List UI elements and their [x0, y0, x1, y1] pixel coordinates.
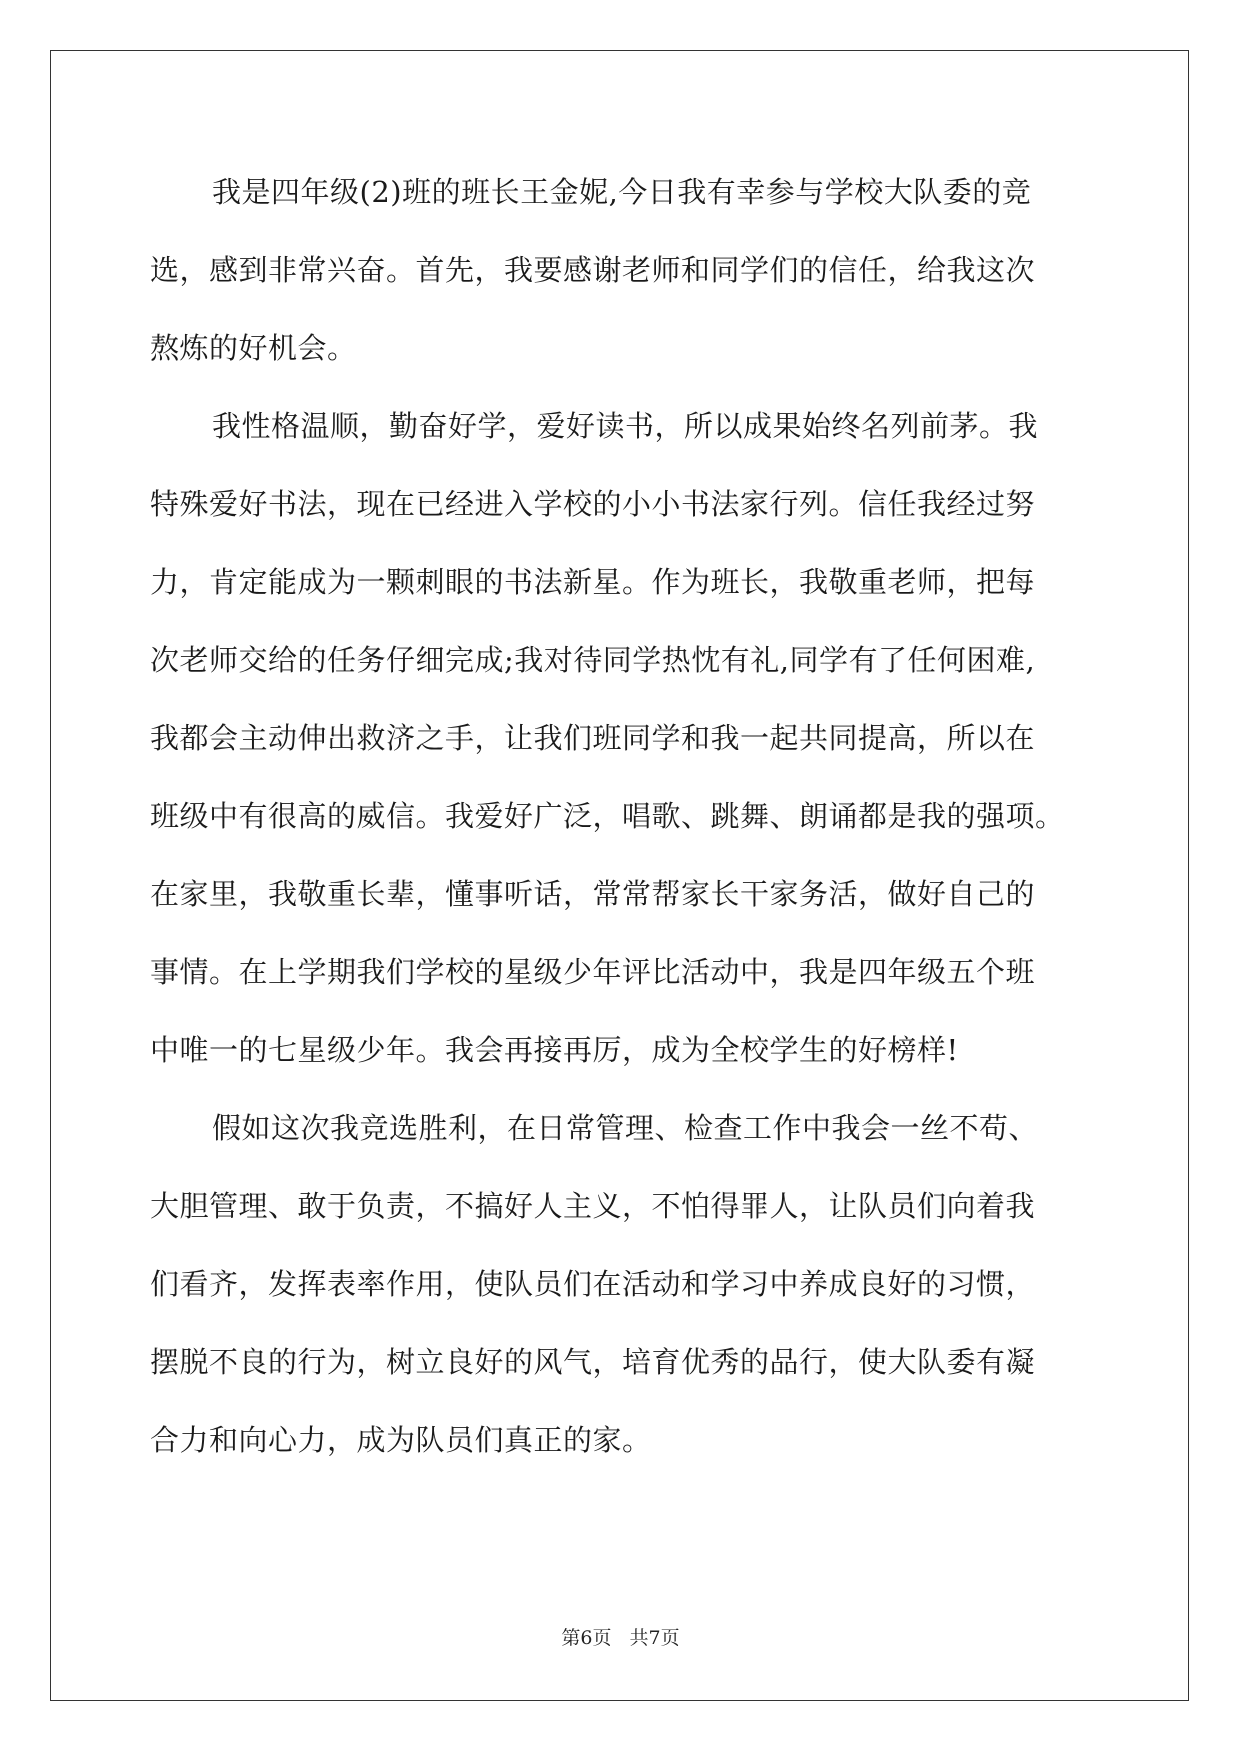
text-line: 假如这次我竞选胜利，在日常管理、检查工作中我会一丝不苟、: [212, 1111, 1039, 1145]
text-line: 们看齐，发挥表率作用，使队员们在活动和学习中养成良好的习惯，: [150, 1267, 1036, 1301]
text-line: 在家里，我敬重长辈，懂事听话，常常帮家长干家务活，做好自己的: [150, 877, 1036, 911]
text-line: 摆脱不良的行为，树立良好的风气，培育优秀的品行，使大队委有凝: [150, 1345, 1036, 1379]
text-line: 合力和向心力，成为队员们真正的家。: [150, 1423, 652, 1457]
document-body: [150, 162, 1090, 1488]
page-total: 共7页: [629, 1627, 680, 1649]
text-line: 熬炼的好机会。: [150, 331, 357, 365]
text-line: 班级中有很高的威信。我爱好广泛，唱歌、跳舞、朗诵都是我的强项。: [150, 799, 1065, 833]
page-footer: [0, 1626, 1241, 1650]
text-line: 力，肯定能成为一颗刺眼的书法新星。作为班长，我敬重老师，把每: [150, 565, 1036, 599]
text-line: 我都会主动伸出救济之手，让我们班同学和我一起共同提高，所以在: [150, 721, 1036, 755]
text-line: 我是四年级(2)班的班长王金妮,今日我有幸参与学校大队委的竞: [212, 175, 1032, 209]
page-number: 第6页: [561, 1627, 612, 1649]
text-line: 次老师交给的任务仔细完成;我对待同学热忱有礼,同学有了任何困难,: [150, 643, 1036, 677]
text-line: 选，感到非常兴奋。首先，我要感谢老师和同学们的信任，给我这次: [150, 253, 1036, 287]
text-line: 中唯一的七星级少年。我会再接再厉，成为全校学生的好榜样!: [150, 1033, 959, 1067]
text-line: 特殊爱好书法，现在已经进入学校的小小书法家行列。信任我经过努: [150, 487, 1036, 521]
text-line: 事情。在上学期我们学校的星级少年评比活动中，我是四年级五个班: [150, 955, 1036, 989]
text-line: 我性格温顺，勤奋好学，爱好读书，所以成果始终名列前茅。我: [212, 409, 1039, 443]
text-line: 大胆管理、敢于负责，不搞好人主义，不怕得罪人，让队员们向着我: [150, 1189, 1036, 1223]
